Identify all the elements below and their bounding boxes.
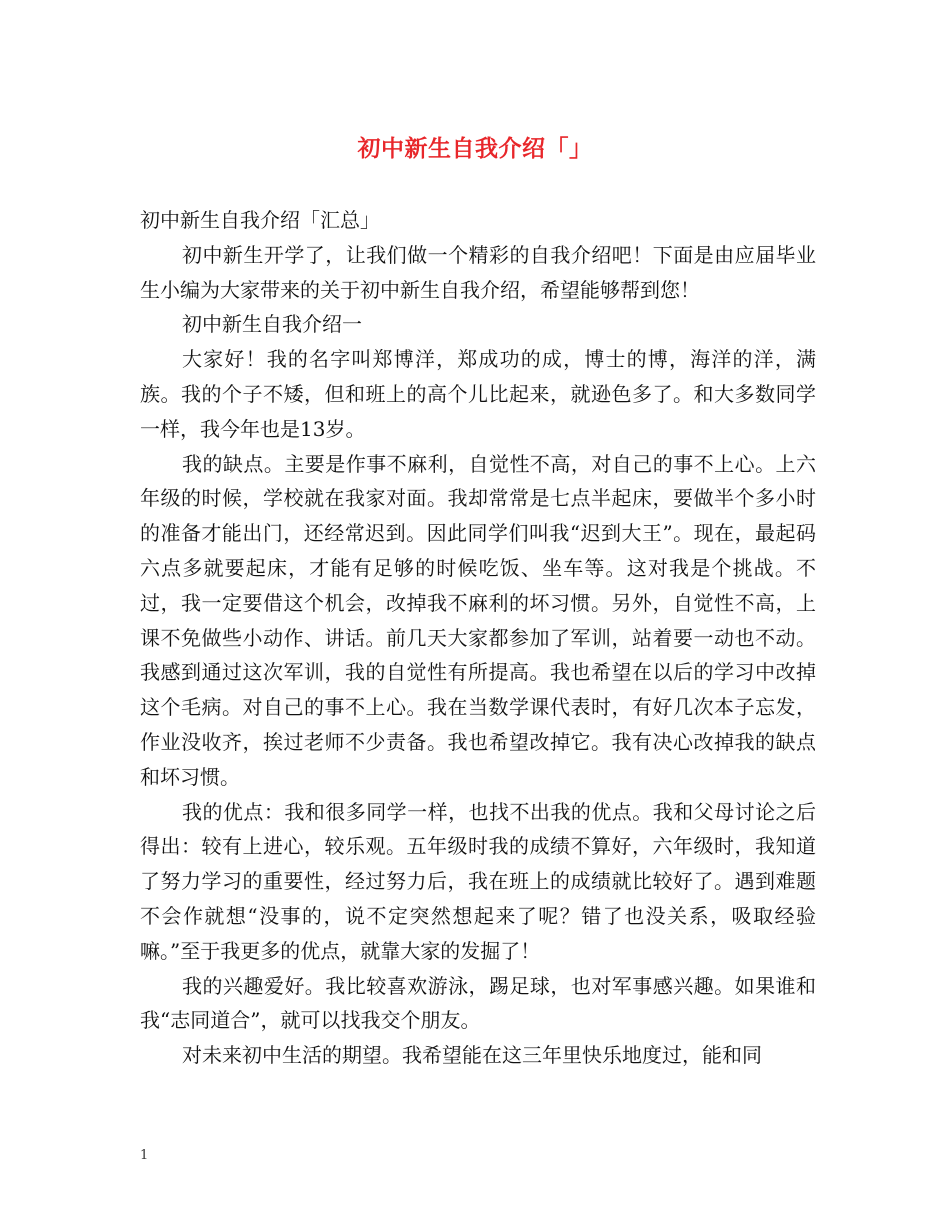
- paragraph-greeting: 大家好！我的名字叫郑博洋，郑成功的成，博士的博，海洋的洋，满族。我的个子不矮，但和班上的高个儿比起来，就逊色多了。和大多数同学一样，我今年也是13岁。: [140, 347, 816, 441]
- document-body: [140, 203, 816, 1073]
- section-heading: 初中新生自我介绍一: [182, 312, 362, 337]
- page-number: 1: [140, 1148, 149, 1163]
- paragraph-weaknesses: 我的缺点。主要是作事不麻利，自觉性不高，对自己的事不上心。上六年级的时候，学校就在我家对面。我却常常是七点半起床，要做半个多小时的准备才能出门，还经常迟到。因此同学们叫我“迟到大王”。现在，最起码六点多就要起床，才能有足够的时候吃饭、坐车等。这对我是个挑战。不过，我一定要借这个机会，改掉我不麻利的坏习惯。另外，自觉性不高，上课不免做些小动作、讲话。前几天大家都参加了军训，站着要一动也不动。我感到通过这次军训，我的自觉性有所提高。我也希望在以后的学习中改掉这个毛病。对自己的事不上心。我在当数学课代表时，有好几次本子忘发，作业没收齐，挨过老师不少责备。我也希望改掉它。我有决心改掉我的缺点和坏习惯。: [140, 451, 816, 789]
- paragraph-strengths: 我的优点：我和很多同学一样，也找不出我的优点。我和父母讨论之后得出：较有上进心，较乐观。五年级时我的成绩不算好，六年级时，我知道了努力学习的重要性，经过努力后，我在班上的成绩就比较好了。遇到难题不会作就想“没事的，说不定突然想起来了呢？错了也没关系，吸取经验嘛。”至于我更多的优点，就靠大家的发掘了！: [140, 799, 816, 963]
- document-title: 初中新生自我介绍「」: [357, 135, 593, 162]
- intro-paragraph: 初中新生开学了，让我们做一个精彩的自我介绍吧！下面是由应届毕业生小编为大家带来的关于初中新生自我介绍，希望能够帮到您！: [140, 242, 816, 302]
- subtitle-line: 初中新生自我介绍「汇总」: [140, 208, 380, 232]
- paragraph-expectations: 对未来初中生活的期望。我希望能在这三年里快乐地度过，能和同: [182, 1043, 762, 1068]
- paragraph-hobbies: 我的兴趣爱好。我比较喜欢游泳，踢足球，也对军事感兴趣。如果谁和我“志同道合”，就可以找我交个朋友。: [140, 973, 816, 1033]
